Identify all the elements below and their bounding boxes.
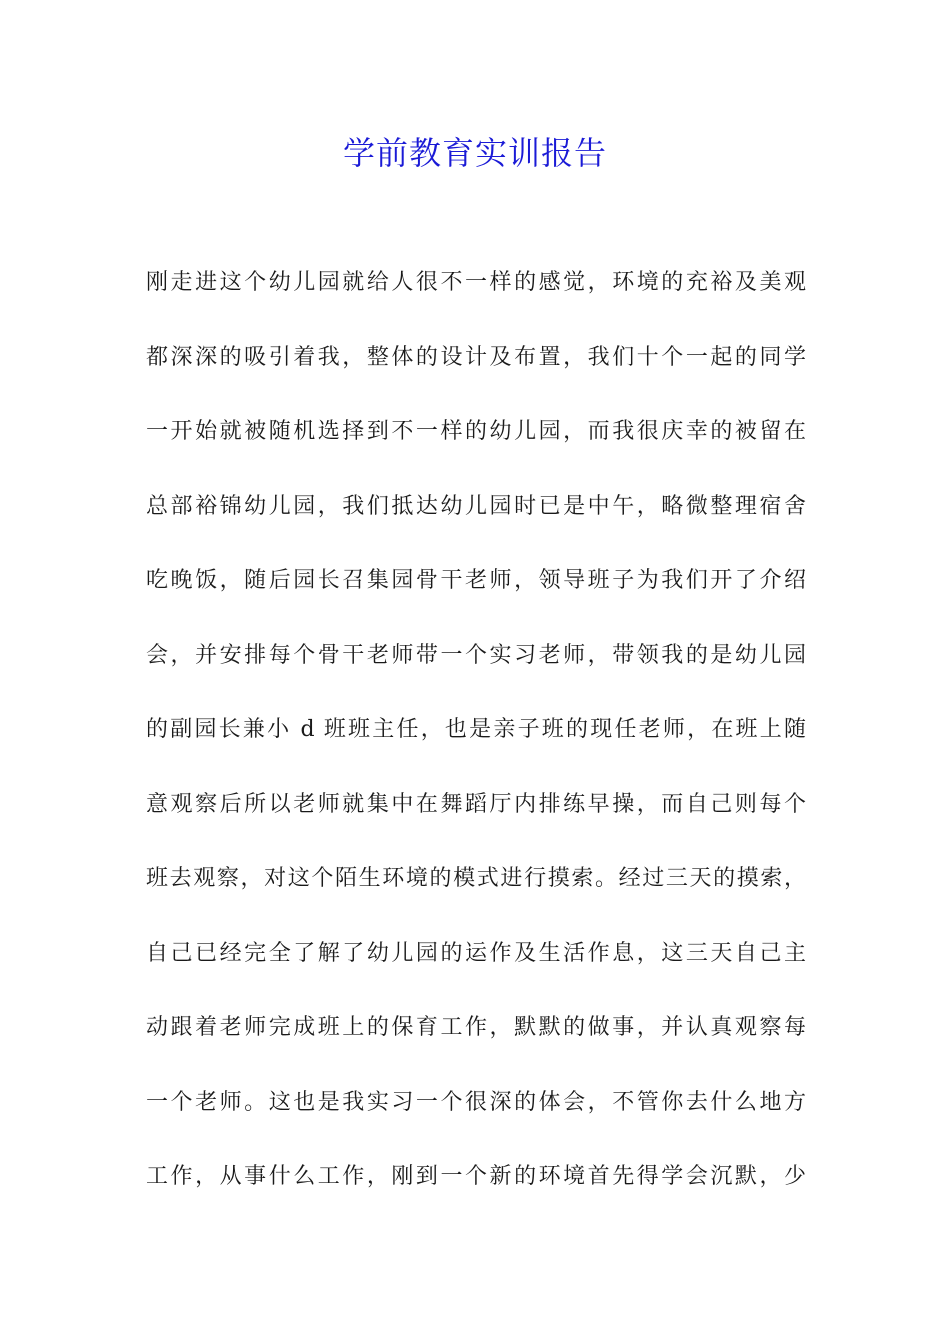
body-line: 一个老师。这也是我实习一个很深的体会，不管你去什么地方 (146, 1089, 806, 1115)
body-line: 一开始就被随机选择到不一样的幼儿园，而我很庆幸的被留在 (146, 419, 806, 444)
body-line: 刚走进这个幼儿园就给人很不一样的感觉，环境的充裕及美观 (146, 270, 806, 295)
body-line: 总部裕锦幼儿园，我们抵达幼儿园时已是中午，略微整理宿舍 (146, 493, 806, 519)
body-line: 吃晚饭，随后园长召集园骨干老师，领导班子为我们开了介绍 (146, 568, 806, 593)
body-line: 工作，从事什么工作，刚到一个新的环境首先得学会沉默，少 (146, 1164, 806, 1189)
body-line: 意观察后所以老师就集中在舞蹈厅内排练早操，而自己则每个 (146, 791, 806, 817)
body-line: 动跟着老师完成班上的保育工作，默默的做事，并认真观察每 (146, 1015, 806, 1040)
document-title: 学前教育实训报告 (342, 134, 607, 172)
body-line: 会，并安排每个骨干老师带一个实习老师，带领我的是幼儿园 (146, 642, 806, 668)
document-body (146, 261, 806, 1230)
body-line: 都深深的吸引着我，整体的设计及布置，我们十个一起的同学 (146, 344, 806, 370)
body-line: 自己已经完全了解了幼儿园的运作及生活作息，这三天自己主 (146, 940, 806, 966)
body-line: 的副园长兼小 d 班班主任，也是亲子班的现任老师，在班上随 (146, 717, 806, 742)
body-line: 班去观察，对这个陌生环境的模式进行摸索。经过三天的摸索， (146, 866, 806, 891)
